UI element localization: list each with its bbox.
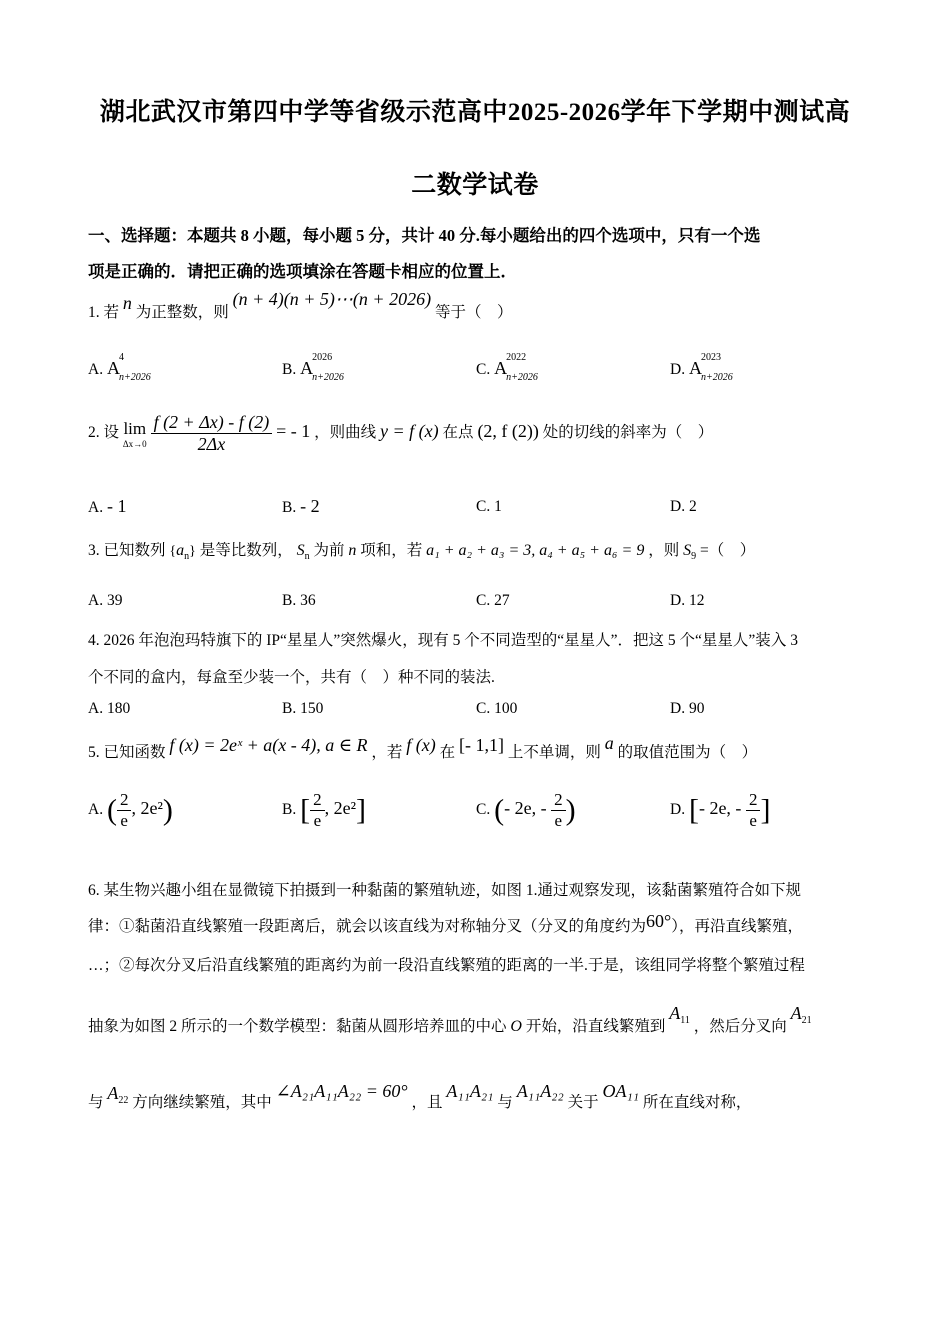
question-4-line1: 4. 2026 年泡泡玛特旗下的 IP“星星人”突然爆火，现有 5 个不同造型的“星星人”．把这 5 个“星星人”装入 3 — [88, 632, 798, 649]
section-instructions-line1: 一、选择题：本题共 8 小题，每小题 5 分，共计 40 分.每小题给出的四个选项中，只有一个选 — [88, 226, 761, 245]
question-2: 2. 设 lim Δx→0 $\frac{f (2 + \Delta x) - f (2)}{2\Delta x}$ = - 1 ，则曲线 y = f (x) 在点 (2, f (2)) 处的切线的斜率为（ ） — [88, 412, 714, 454]
q5-function: f (x) = 2eˣ + a(x - 4), a ∈ R — [169, 735, 368, 755]
question-6-line3: …；②每次分叉后沿直线繁殖的距离约为前一段沿直线繁殖的距离的一半.于是，该组同学将整个繁殖过程 — [88, 957, 805, 974]
q1-product-expression: (n + 4)(n + 5)⋯(n + 2026) — [232, 289, 432, 309]
q2-limit: lim Δx→0 — [122, 418, 147, 449]
q2-option-c[interactable]: C. 1 — [476, 498, 502, 515]
q3-option-d[interactable]: D. 12 — [670, 592, 705, 609]
question-6-line1: 6. 某生物兴趣小组在显微镜下拍摄到一种黏菌的繁殖轨迹，如图 1.通过观察发现，该黏菌繁殖符合如下规 — [88, 882, 802, 899]
q2-option-a[interactable]: A. - 1 — [88, 496, 127, 516]
q4-option-c[interactable]: C. 100 — [476, 700, 518, 717]
exam-title-line1: 湖北武汉市第四中学等省级示范高中2025-2026学年下学期中测试高 — [99, 99, 851, 126]
question-3: 3. 已知数列 $\{a_n\}$ 是等比数列， $S_n$ 为前 n 项和，若 a₁ + a₂ + a₃ = 3, a₄ + a₅ + a₆ = 9 ，则 $S_9$ =（ ） — [88, 542, 756, 562]
q4-option-b[interactable]: B. 150 — [282, 700, 324, 717]
question-5: 5. 已知函数 f (x) = 2eˣ + a(x - 4), a ∈ R ，若 f (x) 在 [- 1,1] 上不单调，则 a 的取值范围为（ ） — [88, 733, 758, 761]
q1-option-d[interactable]: D. A 2023 n+2026 — [670, 352, 733, 383]
question-1: 1. 若 n 为正整数，则 (n + 4)(n + 5)⋯(n + 2026) 等于（ ） — [88, 289, 513, 321]
question-6-line5: 与 $A^{22}$ 方向继续繁殖，其中 ∠A₂₁A₁₁A₂₂ = 60° ，且 A₁₁A₂₁ 与 A₁₁A₂₂ 关于 OA₁₁ 所在直线对称， — [88, 1081, 752, 1111]
q2-option-d[interactable]: D. 2 — [670, 498, 697, 515]
q1-option-a[interactable]: A. A 4 n+2026 — [88, 352, 151, 383]
section-instructions-line2: 项是正确的．请把正确的选项填涂在答题卡相应的位置上． — [88, 262, 517, 281]
q3-option-a[interactable]: A. 39 — [88, 592, 123, 609]
q5-option-c[interactable]: C. (- 2e, - $\frac{2}{e}$ ) — [476, 790, 576, 830]
q2-option-b[interactable]: B. - 2 — [282, 496, 320, 516]
q5-option-a[interactable]: A. ( $\frac{2}{e}$ , 2e²) — [88, 790, 173, 830]
q3-option-b[interactable]: B. 36 — [282, 592, 316, 609]
question-6-line2: 律：①黏菌沿直线繁殖一段距离后，就会以该直线为对称轴分叉（分叉的角度约为60°），再沿直线繁殖， — [88, 911, 803, 935]
q3-option-c[interactable]: C. 27 — [476, 592, 510, 609]
q6-angle-expression: ∠A₂₁A₁₁A₂₂ = 60° — [275, 1081, 408, 1101]
q4-option-d[interactable]: D. 90 — [670, 700, 705, 717]
q5-option-b[interactable]: B. [ $\frac{2}{e}$ , 2e²] — [282, 790, 366, 830]
question-6-line4: 抽象为如图 2 所示的一个数学模型：黏菌从圆形培养皿的中心 O 开始，沿直线繁殖到 $A^{11}$ ，然后分叉向 $A^{21}$ — [88, 1003, 812, 1035]
q3-condition: a₁ + a₂ + a₃ = 3, a₄ + a₅ + a₆ = 9 — [426, 542, 645, 559]
q1-option-c[interactable]: C. A 2022 n+2026 — [476, 352, 538, 383]
q1-option-b[interactable]: B. A 2026 n+2026 — [282, 352, 344, 383]
q4-option-a[interactable]: A. 180 — [88, 700, 131, 717]
question-4-line2: 个不同的盒内，每盒至少装一个，共有（ ）种不同的装法. — [88, 669, 495, 686]
q2-fraction: $\frac{f (2 + \Delta x) - f (2)}{2\Delta x}$ — [151, 412, 273, 455]
exam-title-line2: 二数学试卷 — [411, 172, 539, 199]
q5-option-d[interactable]: D. [- 2e, - $\frac{2}{e}$ ] — [670, 790, 771, 830]
